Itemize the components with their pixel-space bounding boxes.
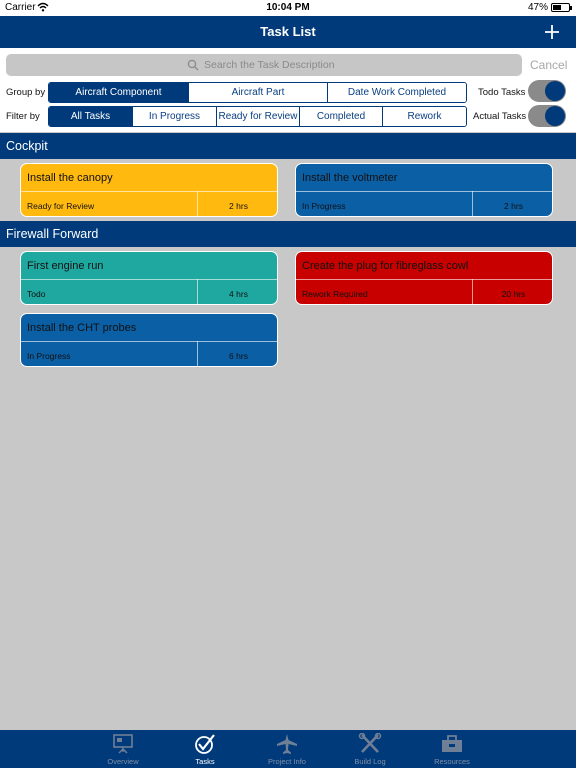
tab-label: Overview: [107, 757, 139, 766]
tab-label: Build Log: [354, 757, 386, 766]
task-status: Todo: [27, 289, 46, 299]
group-by-aircraft-component[interactable]: Aircraft Component: [49, 83, 189, 102]
carrier-label: Carrier: [5, 2, 36, 13]
tab-label: Resources: [434, 757, 470, 766]
task-title: Install the CHT probes: [27, 322, 137, 334]
tab-build-log[interactable]: [330, 730, 410, 768]
section-header-cockpit: Cockpit: [0, 133, 576, 159]
task-card[interactable]: [20, 313, 278, 367]
task-hours: 2 hrs: [229, 201, 248, 211]
group-by-aircraft-part[interactable]: Aircraft Part: [189, 83, 328, 102]
check-circle-icon: [193, 733, 217, 755]
actual-tasks-toggle[interactable]: [528, 105, 566, 127]
filter-all-tasks[interactable]: All Tasks: [49, 107, 133, 126]
tab-tasks[interactable]: [165, 730, 245, 768]
filter-in-progress[interactable]: In Progress: [133, 107, 217, 126]
filter-controls: [0, 82, 576, 132]
tab-label: Tasks: [195, 757, 215, 766]
task-hours: 6 hrs: [229, 351, 248, 361]
tab-overview[interactable]: [83, 730, 163, 768]
tools-icon: [358, 733, 382, 755]
task-title: Install the voltmeter: [302, 172, 398, 184]
section-header-firewall-forward: Firewall Forward: [0, 221, 576, 247]
tab-label: Project Info: [268, 757, 306, 766]
tab-bar: [0, 730, 576, 768]
clock: 10:04 PM: [266, 2, 310, 13]
search-placeholder: Search the Task Description: [204, 59, 335, 71]
toolbox-icon: [440, 733, 464, 755]
task-title: Create the plug for fibreglass cowl: [302, 260, 469, 272]
navigation-bar: [0, 16, 576, 48]
group-by-date-work-completed[interactable]: Date Work Completed: [328, 83, 466, 102]
task-status: In Progress: [302, 201, 346, 211]
airplane-icon: [275, 733, 299, 755]
battery-percentage: 47%: [527, 2, 548, 13]
cancel-button[interactable]: Cancel: [530, 58, 568, 72]
task-card[interactable]: [20, 163, 278, 217]
status-bar: [0, 0, 576, 16]
group-by-label: Group by: [6, 87, 46, 98]
task-card[interactable]: [295, 163, 553, 217]
todo-tasks-toggle[interactable]: [528, 80, 566, 102]
page-title: Task List: [260, 24, 316, 39]
filter-by-label: Filter by: [6, 111, 40, 122]
group-by-segmented-control: [48, 82, 467, 103]
task-card[interactable]: [295, 251, 553, 305]
filter-ready-for-review[interactable]: Ready for Review: [217, 107, 300, 126]
task-card[interactable]: [20, 251, 278, 305]
filter-completed[interactable]: Completed: [300, 107, 383, 126]
tab-project-info[interactable]: [247, 730, 327, 768]
task-status: Rework Required: [302, 289, 368, 299]
tab-resources[interactable]: [412, 730, 492, 768]
presentation-board-icon: [111, 733, 135, 755]
battery-icon: [551, 3, 570, 12]
todo-tasks-label: Todo Tasks: [478, 87, 526, 98]
task-hours: 20 hrs: [501, 289, 526, 299]
search-icon: [187, 59, 199, 71]
search-bar: [0, 48, 576, 82]
task-title: First engine run: [27, 260, 104, 272]
filter-by-segmented-control: [48, 106, 467, 127]
task-status: In Progress: [27, 351, 71, 361]
add-task-button[interactable]: [540, 20, 564, 44]
task-status: Ready for Review: [27, 201, 95, 211]
task-title: Install the canopy: [27, 172, 113, 184]
task-hours: 4 hrs: [229, 289, 248, 299]
actual-tasks-label: Actual Tasks: [473, 111, 527, 122]
task-hours: 2 hrs: [504, 201, 523, 211]
filter-rework[interactable]: Rework: [383, 107, 466, 126]
